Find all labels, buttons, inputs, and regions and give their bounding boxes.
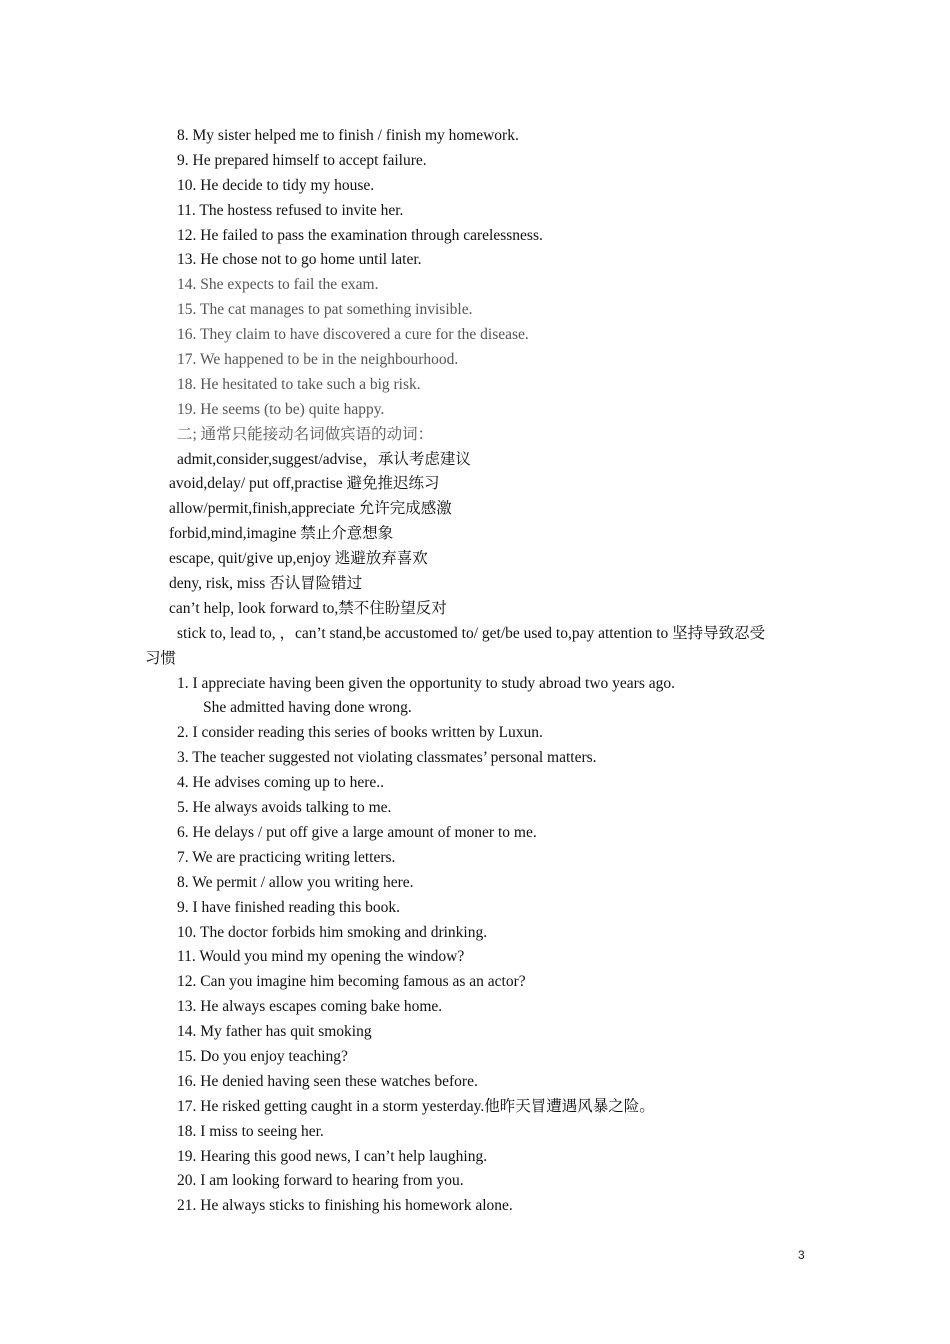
page-content (145, 124, 815, 1219)
verb-list-line: can’t help, look forward to,禁不住盼望反对 (169, 599, 447, 617)
example-sentence: 20. I am looking forward to hearing from you. (177, 1172, 464, 1190)
example-sentence: 16. He denied having seen these watches before. (177, 1072, 478, 1090)
example-sentence: 18. I miss to seeing her. (177, 1122, 324, 1140)
example-sentence: 13. He always escapes coming bake home. (177, 998, 443, 1016)
text-line: 10. He decide to tidy my house. (177, 176, 375, 194)
example-sentence: 4. He advises coming up to here.. (177, 774, 385, 792)
example-sentence: 2. I consider reading this series of books written by Luxun. (177, 724, 543, 742)
text-line: 14. She expects to fail the exam. (177, 276, 379, 294)
text-line: 11. The hostess refused to invite her. (177, 201, 404, 219)
example-sentence: 7. We are practicing writing letters. (177, 848, 396, 866)
example-sentence: 10. The doctor forbids him smoking and drinking. (177, 923, 488, 941)
example-sentence: She admitted having done wrong. (203, 699, 412, 717)
text-line: 8. My sister helped me to finish / finish my homework. (177, 127, 519, 144)
verb-list-line: forbid,mind,imagine 禁止介意想象 (169, 525, 394, 543)
verb-list-line: allow/permit,finish,appreciate 允许完成感激 (169, 500, 452, 518)
page-number: 3 (798, 1248, 805, 1262)
example-sentence: 17. He risked getting caught in a storm yesterday.他昨天冒遭遇风暴之险。 (177, 1097, 655, 1115)
example-sentence: 11. Would you mind my opening the window? (177, 948, 465, 966)
example-sentence: 14. My father has quit smoking (177, 1023, 372, 1041)
example-sentence: 19. Hearing this good news, I can’t help laughing. (177, 1147, 488, 1165)
example-sentence: 5. He always avoids talking to me. (177, 799, 392, 817)
example-sentence: 3. The teacher suggested not violating classmates’ personal matters. (177, 749, 597, 767)
text-line: 9. He prepared himself to accept failure. (177, 151, 427, 169)
example-sentence: 9. I have finished reading this book. (177, 898, 400, 916)
verb-list-line: admit,consider,suggest/advise，承认考虑建议 (177, 450, 471, 468)
example-sentence: 6. He delays / put off give a large amount of moner to me. (177, 823, 537, 841)
verb-list-line: escape, quit/give up,enjoy 逃避放弃喜欢 (169, 550, 428, 568)
text-line: 12. He failed to pass the examination through carelessness. (177, 226, 543, 244)
text-line: 19. He seems (to be) quite happy. (177, 400, 385, 418)
verb-list-line: deny, risk, miss 否认冒险错过 (169, 575, 363, 593)
verb-list-line-continuation: 习惯 (145, 649, 177, 667)
example-sentence: 21. He always sticks to finishing his homework alone. (177, 1197, 513, 1215)
verb-list-line: avoid,delay/ put off,practise 避免推迟练习 (169, 475, 440, 493)
text-line: 16. They claim to have discovered a cure for the disease. (177, 326, 529, 344)
text-line: 18. He hesitated to take such a big risk. (177, 375, 421, 393)
example-sentence: 8. We permit / allow you writing here. (177, 873, 414, 891)
example-sentence: 12. Can you imagine him becoming famous as an actor? (177, 973, 526, 991)
example-sentence: 1. I appreciate having been given the opportunity to study abroad two years ago. (177, 674, 676, 692)
example-sentence: 15. Do you enjoy teaching? (177, 1047, 348, 1065)
text-line: 13. He chose not to go home until later. (177, 251, 422, 269)
text-line: 15. The cat manages to pat something invisible. (177, 301, 473, 319)
verb-list-line: stick to, lead to, ，can’t stand,be accustomed to/ get/be used to,pay attention to 坚持导致忍受 (177, 624, 766, 642)
section-heading: 二; 通常只能接动名词做宾语的动词： (177, 425, 434, 443)
text-line: 17. We happened to be in the neighbourhood. (177, 351, 459, 369)
